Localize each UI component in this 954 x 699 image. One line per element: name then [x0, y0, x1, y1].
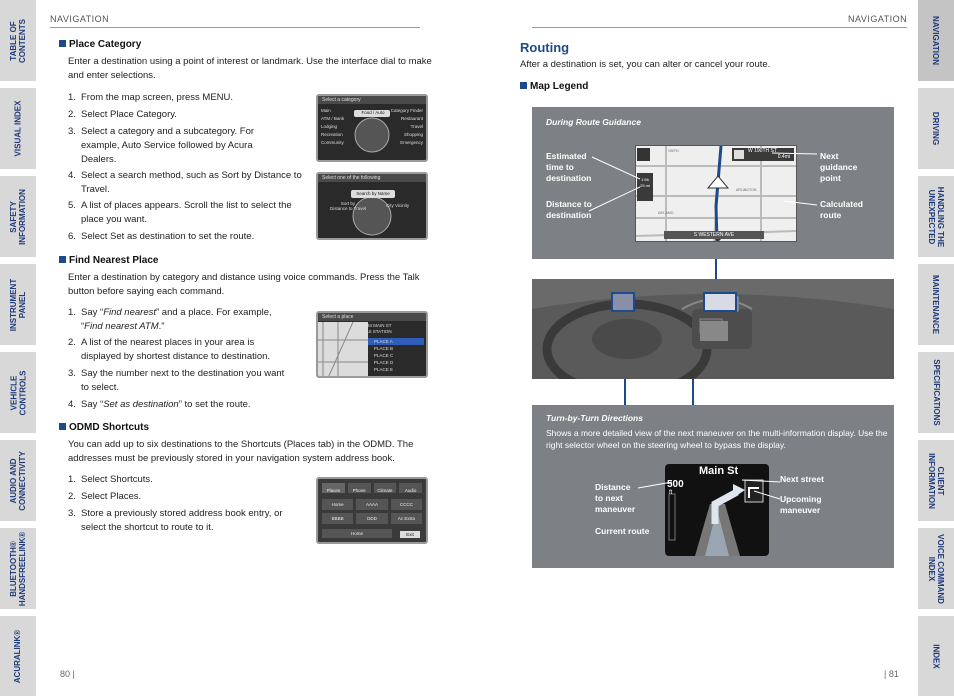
list-item — [68, 507, 303, 535]
step-number: 1. — [68, 474, 76, 485]
label-estimated-time: Estimated time to destination — [546, 151, 592, 183]
screen-title: Select a category — [318, 96, 426, 104]
panel-title: During Route Guidance — [546, 117, 641, 127]
tab-label: VEHICLE CONTROLS — [9, 370, 28, 415]
tab-label: VISUAL INDEX — [13, 100, 23, 157]
panel-title: Turn-by-Turn Directions — [546, 413, 643, 423]
step-text-part: ” to set the route. — [178, 399, 251, 410]
screen-item: Restaurant — [400, 116, 423, 121]
screen-center-item: Search by Name — [351, 190, 395, 198]
tab-label: SAFETY INFORMATION — [9, 188, 27, 245]
screen-item: Main — [321, 108, 331, 113]
screen-cell: AAAA — [356, 499, 387, 510]
step-text: A list of places appears. Scroll the list to select the place you want. — [81, 200, 292, 225]
tab-label: MAINTENANCE — [931, 274, 941, 335]
screen-list-item: PLACE B — [374, 346, 394, 351]
left-page-header: NAVIGATION — [50, 14, 110, 24]
tab-navigation[interactable] — [918, 0, 954, 84]
step-text: Select a category and a subcategory. For example, Auto Service followed by Acura Dealers. — [81, 126, 255, 165]
screen-item: Shopping — [403, 132, 423, 137]
list-item — [68, 306, 293, 334]
section-title-text: Map Legend — [530, 81, 589, 92]
label-distance-to-destination: Distance to destination — [546, 199, 592, 220]
routing-title: Routing — [520, 40, 570, 55]
find-nearest-intro: Enter a destination by category and distance using voice commands. Press the Talk button before saying each command. — [68, 272, 420, 297]
step-text: Select Shortcuts. — [81, 474, 153, 485]
tab-voice-command-index[interactable] — [918, 528, 954, 612]
label-distance-next-maneuver: Distance to next maneuver — [595, 482, 636, 514]
step-text: A list of the nearest places in your area is displayed by shortest distance to destination. — [81, 337, 271, 362]
screen-tab: Phone — [348, 483, 371, 493]
screen-item: Lodging — [321, 124, 338, 129]
right-header-rule — [532, 27, 907, 28]
tab-driving[interactable] — [918, 88, 954, 172]
screen-cell: Home — [322, 529, 392, 538]
eta-value: 1:56 — [641, 177, 649, 182]
screen-list-item: PLACE C — [374, 353, 394, 358]
step-number: 2. — [68, 491, 76, 502]
tab-label: CLIENT INFORMATION — [927, 452, 945, 509]
screen-cell: Home — [322, 499, 353, 510]
voice-command: Set as destination — [103, 399, 179, 410]
callout-lines-graphic — [532, 405, 894, 568]
step-number: 3. — [68, 126, 76, 137]
tab-handling-unexpected[interactable] — [918, 176, 954, 260]
tab-audio-connectivity[interactable] — [0, 440, 36, 524]
callout-lines-graphic — [532, 107, 894, 259]
screen-cell: Ac Extra — [391, 513, 422, 524]
tab-label: INDEX — [931, 643, 941, 669]
label-current-route: Current route — [595, 526, 650, 536]
screen-item: Recreation — [321, 132, 343, 137]
tab-vehicle-controls[interactable] — [0, 352, 36, 436]
screen-item: Emergency — [400, 140, 423, 145]
step-text: Store a previously stored address book entry, or select the shortcut to route to it. — [81, 508, 283, 533]
section-marker-icon — [59, 40, 66, 47]
dashboard-photo — [532, 279, 894, 379]
label-calculated-route: Calculated route — [820, 199, 863, 220]
step-number: 3. — [68, 368, 76, 379]
screen-center-item: Food / Auto — [361, 110, 385, 115]
distance-value: 25 mi — [640, 183, 650, 188]
tab-label: AUDIO AND CONNECTIVITY — [9, 450, 27, 511]
step-text: Select a search method, such as Sort by Distance to Travel. — [81, 170, 302, 195]
section-title-text: Find Nearest Place — [69, 255, 159, 266]
section-marker-icon — [59, 423, 66, 430]
step-text: Select Places. — [81, 491, 142, 502]
place-category-title — [59, 39, 141, 50]
guidance-distance: 0.4mi — [777, 154, 790, 160]
voice-command: Find nearest — [103, 307, 156, 318]
step-number: 2. — [68, 109, 76, 120]
list-item — [68, 336, 293, 364]
tab-label: SPECIFICATIONS — [931, 359, 941, 426]
voice-command: Find nearest ATM — [84, 321, 159, 332]
panel-description: Shows a more detailed view of the next maneuver on the multi-information display. Use the right selector wheel on the steering wheel to bypass the display. — [546, 428, 888, 450]
odmd-title — [59, 422, 149, 433]
screen-item: Travel — [410, 124, 423, 129]
map-legend-title — [520, 81, 588, 92]
routing-intro: After a destination is set, you can alter or cancel your route. — [520, 59, 771, 70]
screen-tab: Climate — [374, 483, 397, 493]
step-text — [68, 398, 308, 412]
step-number: 1. — [68, 92, 76, 103]
tab-label: TABLE OF CONTENTS — [9, 18, 27, 63]
tab-label: HANDLING THE UNEXPECTED — [927, 186, 946, 247]
tab-label: VOICE COMMAND INDEX — [927, 533, 945, 604]
tab-bluetooth-handsfreelink[interactable] — [0, 528, 36, 612]
map-street-label: ARLINGTON — [736, 188, 757, 192]
left-section-tabs — [0, 0, 36, 699]
tab-index[interactable] — [918, 616, 954, 699]
list-item — [68, 473, 308, 487]
dashboard-illustration — [532, 279, 894, 379]
screen-cell: DDD — [356, 513, 387, 524]
step-number: 4. — [68, 399, 76, 410]
section-title-text: ODMD Shortcuts — [69, 422, 149, 433]
step-text: Select Place Category. — [81, 109, 177, 120]
tab-acuralink[interactable] — [0, 616, 36, 699]
screen-item: Sort by Distance to Travel — [330, 201, 367, 211]
screen-item: ATM / Bank — [321, 116, 345, 121]
left-header-rule — [50, 27, 420, 28]
screen-item: Category Finder — [390, 108, 423, 113]
step-number: 6. — [68, 231, 76, 242]
map-thumbnail-graphic — [318, 322, 368, 378]
label-next-guidance-point: Next guidance point — [820, 151, 858, 183]
right-page-header: NAVIGATION — [848, 14, 908, 24]
list-item — [68, 169, 308, 197]
screen-item: City Vicinity — [386, 203, 410, 208]
display-street-name: Main St — [699, 465, 739, 477]
screen-list-item: PLACE A — [368, 338, 424, 345]
step-text: Select Set as destination to set the route. — [81, 231, 255, 242]
tab-label: INSTRUMENT PANEL — [9, 278, 28, 331]
place-category-intro: Enter a destination using a point of interest or landmark. Use the interface dial to make and enter selections. — [68, 56, 432, 81]
screen-list-item: PLACE D — [374, 360, 394, 365]
section-title-text: Place Category — [69, 39, 142, 50]
display-unit: ft — [669, 490, 673, 496]
tab-client-information[interactable] — [918, 440, 954, 524]
step-text — [68, 306, 293, 334]
guidance-street: W 190TH ST — [748, 148, 777, 154]
screen-address: 1234 MAIN ST GAS STATION — [362, 323, 392, 334]
step-number: 2. — [68, 337, 76, 348]
map-street-label: DEL AMO — [658, 211, 674, 215]
label-next-street: Next street — [780, 474, 824, 484]
step-text-part: .” — [158, 321, 165, 332]
label-upcoming-maneuver: Upcoming maneuver — [780, 494, 822, 515]
tab-instrument-panel[interactable] — [0, 264, 36, 348]
turn-by-turn-panel — [532, 405, 894, 568]
tab-specifications[interactable] — [918, 352, 954, 436]
screen-cell: BBBB — [322, 513, 353, 524]
right-page-number: | 81 — [884, 669, 899, 679]
odmd-screen-image — [316, 477, 428, 544]
list-item — [68, 230, 308, 244]
list-item — [68, 367, 293, 395]
screen-item: Community — [321, 140, 344, 145]
tab-table-of-contents[interactable] — [0, 0, 36, 84]
step-text: From the map screen, press MENU. — [81, 92, 234, 103]
map-street-label: 190TH — [668, 149, 679, 153]
left-page-number: 80 | — [60, 669, 75, 679]
list-item — [68, 125, 283, 167]
tab-visual-index[interactable] — [0, 88, 36, 172]
right-section-tabs — [918, 0, 954, 699]
screen-exit: Exit — [400, 531, 420, 538]
section-marker-icon — [59, 256, 66, 263]
list-item — [68, 398, 308, 412]
screen-tab: Audio — [399, 483, 422, 493]
step-number: 1. — [68, 307, 76, 318]
list-item — [68, 490, 308, 504]
find-nearest-title — [59, 255, 158, 266]
screen-title: Select a place — [318, 313, 426, 321]
section-marker-icon — [520, 82, 527, 89]
step-number: 3. — [68, 508, 76, 519]
step-text-part: Say “ — [81, 307, 104, 318]
place-list-screen-image — [316, 311, 428, 378]
tab-label: BLUETOOTH® HANDSFREELINK® — [9, 531, 27, 606]
list-item — [68, 91, 308, 105]
screen-title: Select one of the following — [318, 174, 426, 182]
list-item — [68, 199, 308, 227]
list-item — [68, 108, 308, 122]
route-guidance-panel — [532, 107, 894, 259]
tab-label: ACURALINK® — [13, 629, 23, 683]
category-screen-image — [316, 94, 428, 162]
step-text: Say the number next to the destination you want to select. — [81, 368, 285, 393]
screen-cell: CCCC — [391, 499, 422, 510]
step-number: 4. — [68, 170, 76, 181]
current-street-bar: S WESTERN AVE — [664, 231, 764, 239]
odmd-intro: You can add up to six destinations to the Shortcuts (Places tab) in the ODMD. The addresses must be previously stored in your navigation system address book. — [68, 439, 414, 464]
step-text-part: Say “ — [81, 399, 104, 410]
tab-safety-information[interactable] — [0, 176, 36, 260]
screen-tab: Places — [322, 483, 345, 493]
tab-maintenance[interactable] — [918, 264, 954, 348]
search-method-screen-image — [316, 172, 428, 240]
tab-label: DRIVING — [931, 111, 941, 146]
step-text-part: ” and a place. For example, “ — [81, 307, 272, 332]
display-distance: 500 — [667, 479, 684, 490]
tab-label: NAVIGATION — [931, 15, 941, 66]
step-number: 5. — [68, 200, 76, 211]
screen-list-item: PLACE E — [374, 367, 394, 372]
